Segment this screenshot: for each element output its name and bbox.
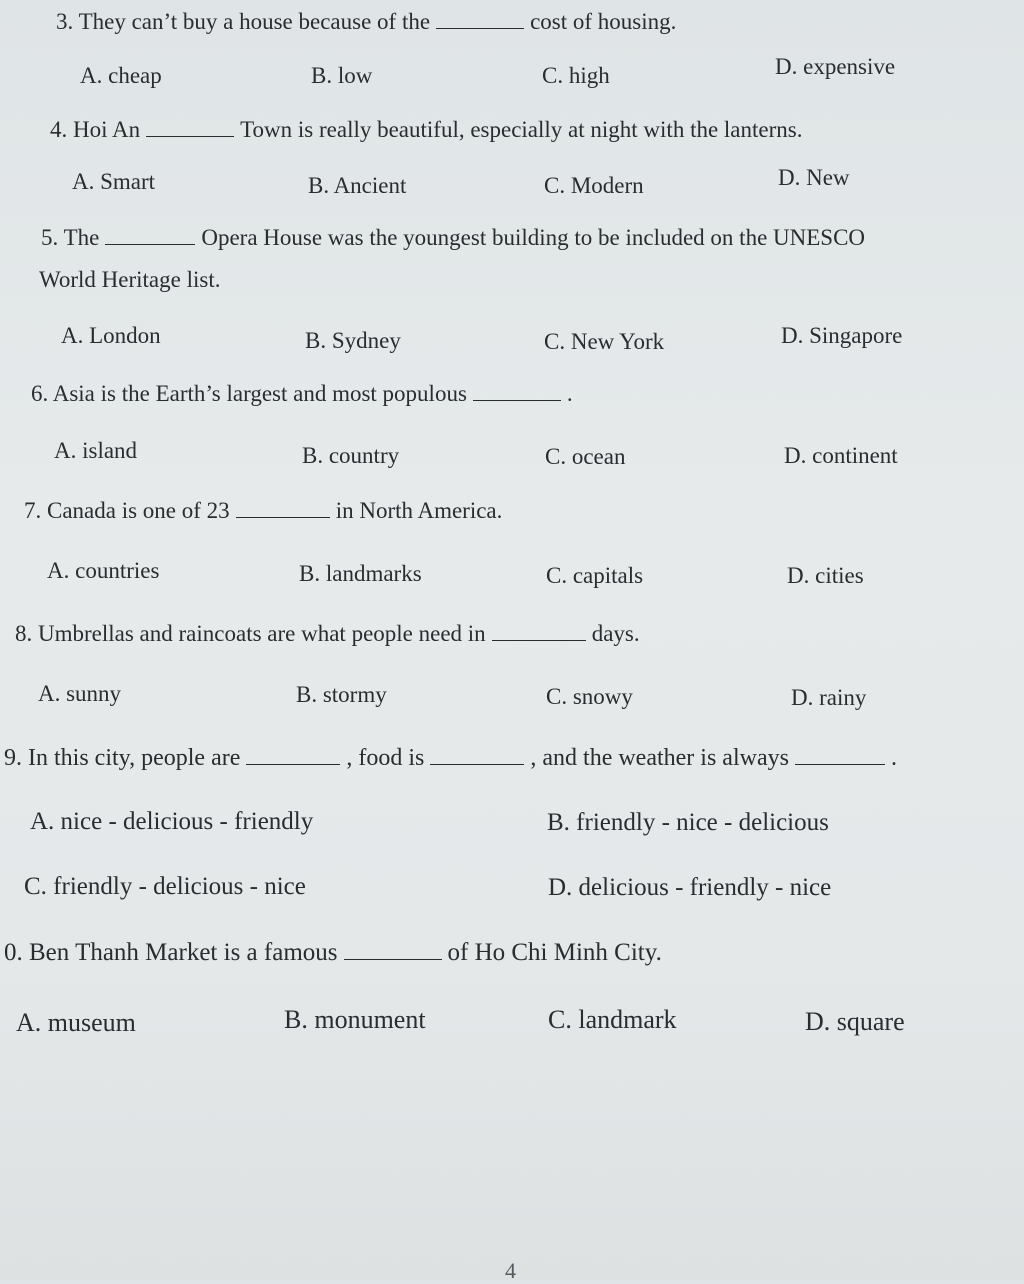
- question-4-text-a: 4. Hoi An: [50, 117, 141, 142]
- question-9-option-b: B. friendly - nice - delicious: [547, 809, 829, 836]
- question-10-option-a: A. museum: [16, 1008, 136, 1037]
- question-10-option-b: B. monument: [284, 1005, 426, 1034]
- question-7-option-d: D. cities: [787, 563, 864, 588]
- question-9-text-d: .: [890, 745, 897, 771]
- question-6-option-d: D. continent: [784, 443, 898, 468]
- question-6-option-b: B. country: [302, 443, 400, 468]
- question-8-option-b: B. stormy: [296, 682, 387, 707]
- question-9-option-d: D. delicious - friendly - nice: [548, 874, 832, 901]
- question-6-text-a: 6. Asia is the Earth’s largest and most populous: [31, 381, 467, 406]
- question-5-option-c: C. New York: [544, 329, 665, 354]
- question-10: [4, 939, 662, 967]
- question-6-option-a: A. island: [54, 438, 138, 463]
- answer-blank: [473, 380, 561, 401]
- answer-blank: [105, 224, 195, 245]
- question-9-text-b: , food is: [346, 745, 425, 771]
- question-6-option-c: C. ocean: [545, 444, 626, 469]
- question-8-option-a: A. sunny: [38, 681, 122, 706]
- answer-blank: [430, 744, 524, 765]
- answer-blank: [492, 620, 586, 641]
- question-7-option-c: C. capitals: [546, 563, 644, 588]
- question-3-option-a: A. cheap: [80, 63, 162, 88]
- question-3-option-d: D. expensive: [775, 54, 896, 79]
- page-number: 4: [505, 1258, 516, 1283]
- question-10-option-c: C. landmark: [548, 1005, 677, 1034]
- question-4-option-d: D. New: [778, 165, 850, 190]
- question-4-option-b: B. Ancient: [308, 173, 407, 198]
- question-9-text-c: , and the weather is always: [530, 745, 789, 771]
- answer-blank: [236, 497, 330, 518]
- question-3-text-b: cost of housing.: [530, 9, 677, 34]
- question-5: [41, 224, 865, 252]
- question-5-option-b: B. Sydney: [305, 328, 401, 353]
- answer-blank: [146, 116, 234, 137]
- question-5-option-a: A. London: [61, 323, 161, 348]
- question-10-option-d: D. square: [805, 1007, 905, 1036]
- question-3-option-c: C. high: [542, 63, 610, 88]
- question-10-text-a: 0. Ben Thanh Market is a famous: [4, 939, 338, 966]
- question-5-text-a: 5. The: [41, 225, 100, 250]
- question-3-text-a: 3. They can’t buy a house because of the: [56, 9, 431, 34]
- question-9-option-c: C. friendly - delicious - nice: [24, 873, 306, 900]
- question-5-option-d: D. Singapore: [781, 323, 903, 348]
- question-3: [56, 8, 676, 36]
- question-7: [24, 497, 502, 525]
- question-9-option-a: A. nice - delicious - friendly: [30, 808, 314, 835]
- question-7-option-a: A. countries: [47, 558, 160, 583]
- question-6-text-b: .: [566, 381, 573, 406]
- question-3-option-b: B. low: [311, 63, 373, 88]
- answer-blank: [795, 744, 885, 765]
- question-8-option-d: D. rainy: [791, 685, 867, 710]
- question-6: [31, 380, 573, 408]
- question-4-option-c: C. Modern: [544, 173, 644, 198]
- answer-blank: [344, 939, 442, 960]
- question-7-text-b: in North America.: [335, 498, 503, 523]
- question-5-line-2: World Heritage list.: [39, 267, 221, 292]
- question-7-option-b: B. landmarks: [299, 561, 422, 586]
- question-8-text-b: days.: [591, 621, 640, 646]
- question-5-text-b: Opera House was the youngest building to be included on the UNESCO: [201, 225, 866, 250]
- question-10-text-b: of Ho Chi Minh City.: [447, 939, 662, 966]
- question-4-text-b: Town is really beautiful, especially at night with the lanterns.: [240, 117, 803, 142]
- question-9-text-a: 9. In this city, people are: [4, 745, 241, 771]
- question-8: [15, 620, 640, 648]
- question-4: [50, 116, 802, 144]
- question-9: [4, 744, 897, 772]
- question-8-option-c: C. snowy: [546, 684, 633, 709]
- answer-blank: [246, 744, 340, 765]
- question-8-text-a: 8. Umbrellas and raincoats are what people need in: [15, 621, 486, 646]
- question-7-text-a: 7. Canada is one of 23: [24, 498, 230, 523]
- answer-blank: [436, 8, 524, 29]
- question-4-option-a: A. Smart: [72, 169, 156, 194]
